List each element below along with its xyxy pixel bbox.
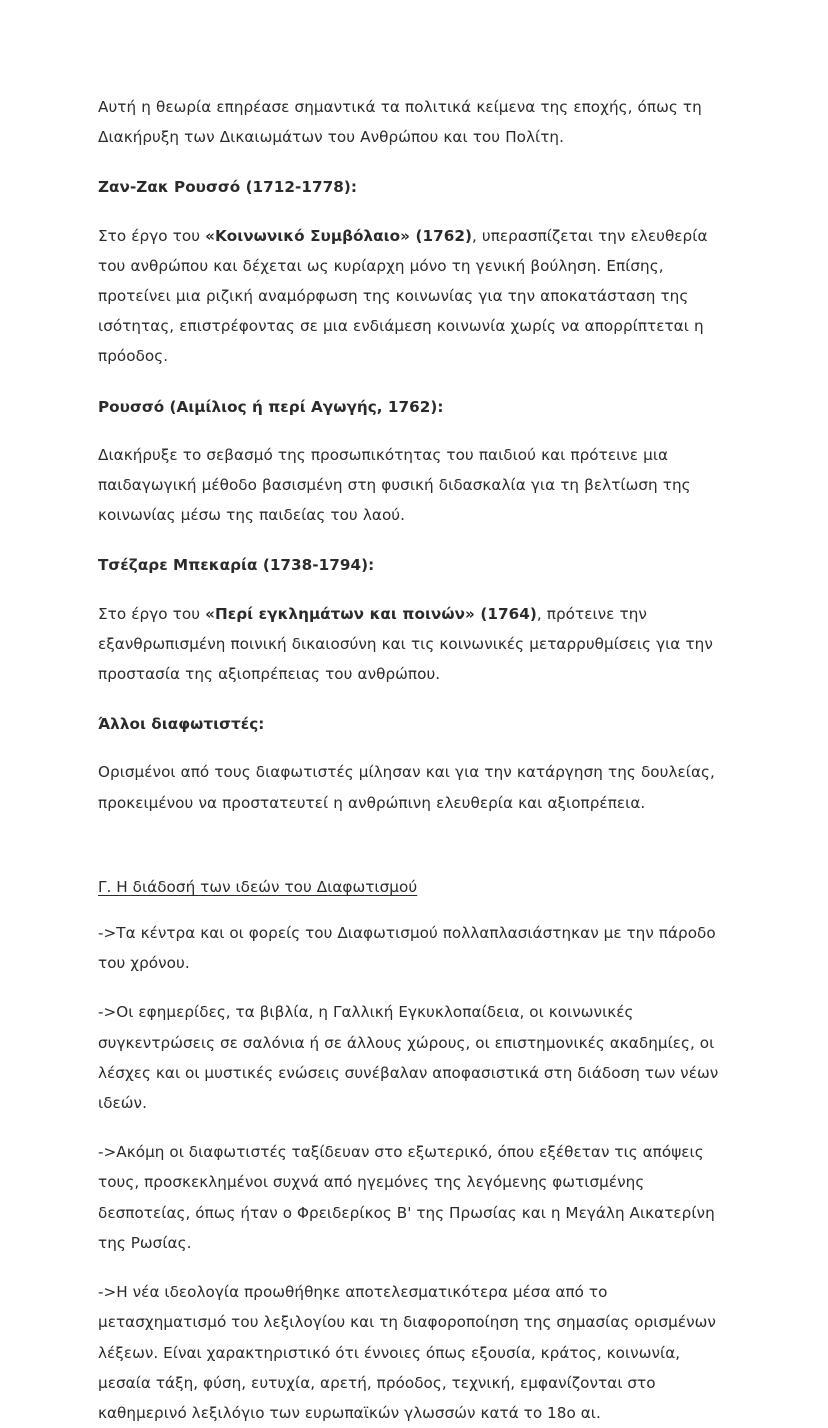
paragraph-beccaria [98,599,732,690]
section-heading-c: Γ. Η διάδοσή των ιδεών του Διαφωτισμού [98,877,418,896]
rousseau-work-title: «Κοινωνικό Συμβόλαιο» (1762) [205,226,472,245]
document-body [98,92,732,1428]
bullet-point-1: ->Τα κέντρα και οι φορείς του Διαφωτισμού πολλαπλασιάστηκαν με την πάροδο του χρόνου. [98,924,716,973]
paragraph-other-enlighteners: Ορισμένοι από τους διαφωτιστές μίλησαν και για την κατάργηση της δουλείας, προκειμένου να προστατευτεί η ανθρώπινη ελευθερία και αξιοπρέπεια. [98,763,715,812]
heading-other-enlighteners: Άλλοι διαφωτιστές: [98,715,265,734]
beccaria-para-rest: , πρότεινε την εξανθρωπισμένη ποινική δικαιοσύνη και τις κοινωνικές μεταρρυθμίσεις για την προστασία της αξιοπρέπειας του ανθρώπου. [98,604,713,684]
beccaria-work-title: «Περί εγκλημάτων και ποινών» (1764) [205,604,537,623]
heading-rousseau: Ζαν-Ζακ Ρουσσό (1712-1778): [98,178,357,197]
paragraph-rousseau-social-contract [98,221,732,372]
rousseau-para-rest: , υπερασπίζεται την ελευθερία του ανθρώπου και δέχεται ως κυρίαρχη μόνο τη γενική βούληση. Επίσης, προτείνει μια ριζική αναμόρφωση της κοινωνίας για την αποκατάσταση της ισότητας, επιστρέφοντας σε μια ενδιάμεση κοινωνία χωρίς να απορρίπτεται η πρόοδος. [98,226,708,366]
bullet-point-2: ->Οι εφημερίδες, τα βιβλία, η Γαλλική Εγκυκλοπαίδεια, οι κοινωνικές συγκεντρώσεις σε σαλόνια ή σε άλλους χώρους, οι επιστημονικές ακαδημίες, οι λέσχες και οι μυστικές ενώσεις συνέβαλαν αποφασιστικά στη διάδοση των νέων ιδεών. [98,1003,719,1113]
heading-beccaria: Τσέζαρε Μπεκαρία (1738-1794): [98,556,375,575]
intro-paragraph: Αυτή η θεωρία επηρέασε σημαντικά τα πολιτικά κείμενα της εποχής, όπως τη Διακήρυξη των Δικαιωμάτων του Ανθρώπου και του Πολίτη. [98,98,702,147]
bullet-point-3: ->Ακόμη οι διαφωτιστές ταξίδευαν στο εξωτερικό, όπου εξέθεταν τις απόψεις τους, προσκεκλημένοι συχνά από ηγεμόνες της λεγόμενης φωτισμένης δεσποτείας, όπως ήταν ο Φρειδερίκος Β' της Πρωσίας και η Μεγάλη Αικατερίνη της Ρωσίας. [98,1143,715,1252]
rousseau-para-lead: Στο έργο του [98,226,206,245]
paragraph-emile: Διακήρυξε το σεβασμό της προσωπικότητας του παιδιού και πρότεινε μια παιδαγωγική μέθοδο βασισμένη στη φυσική διδασκαλία για τη βελτίωση της κοινωνίας μέσω της παιδείας του λαού. [98,445,691,525]
section-spacer [98,838,732,872]
bullet-point-4: ->Η νέα ιδεολογία προωθήθηκε αποτελεσματικότερα μέσα από το μετασχηματισμό του λεξιλογίου και τη διαφοροποίηση της σημασίας ορισμένων λέξεων. Είναι χαρακτηριστικό ότι έννοιες όπως εξουσία, κράτος, κοινωνία, μεσαία τάξη, φύση, ευτυχία, αρετή, πρόοδος, τεχνική, εμφανίζονται στο καθημερινό λεξιλόγιο των ευρωπαϊκών γλωσσών κατά το 18ο αι. [98,1283,716,1422]
heading-emile: Ρουσσό (Αιμίλιος ή περί Αγωγής, 1762): [98,397,444,416]
beccaria-para-lead: Στο έργο του [98,604,206,623]
